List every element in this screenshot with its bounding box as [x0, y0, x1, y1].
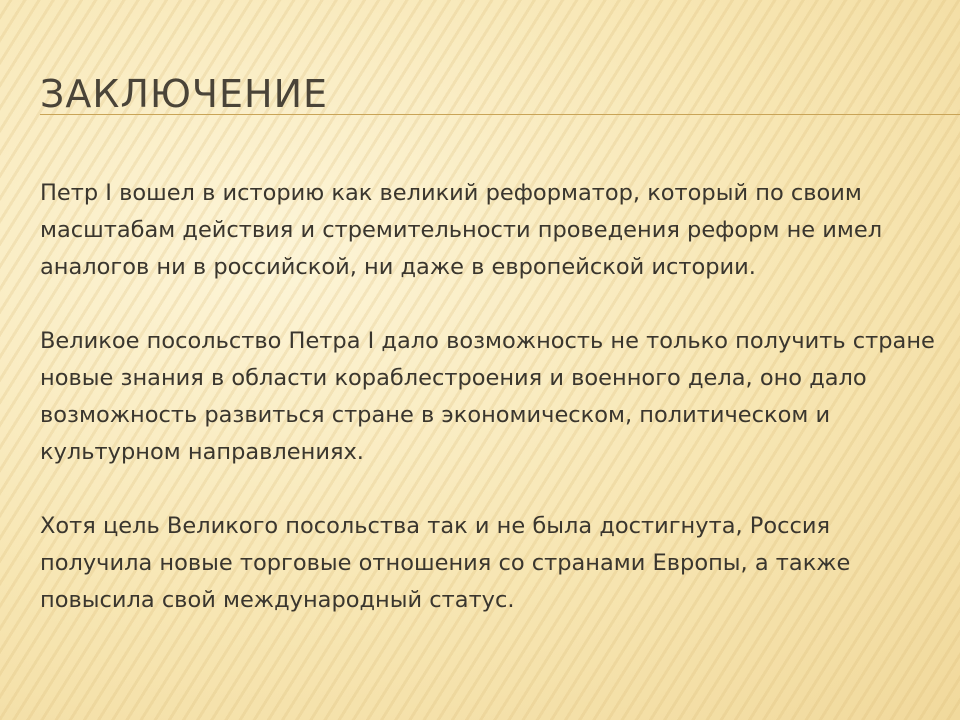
slide-title: ЗАКЛЮЧЕНИЕ	[40, 72, 329, 116]
paragraph-2: Великое посольство Петра I дало возможность не только получить стране новые знания в области кораблестроения и военного дела, оно дало возможность развиться стране в экономическом, политическом и культурном направлениях.	[40, 328, 935, 465]
slide-body	[40, 175, 945, 619]
paragraph-1: Петр I вошел в историю как великий реформатор, который по своим масштабам действия и стремительности проведения реформ не имел аналогов ни в российской, ни даже в европейской истории.	[40, 180, 883, 280]
title-underline	[40, 114, 960, 115]
paragraph-3: Хотя цель Великого посольства так и не была достигнута, Россия получила новые торговые отношения со странами Европы, а также повысила свой международный статус.	[40, 513, 851, 613]
